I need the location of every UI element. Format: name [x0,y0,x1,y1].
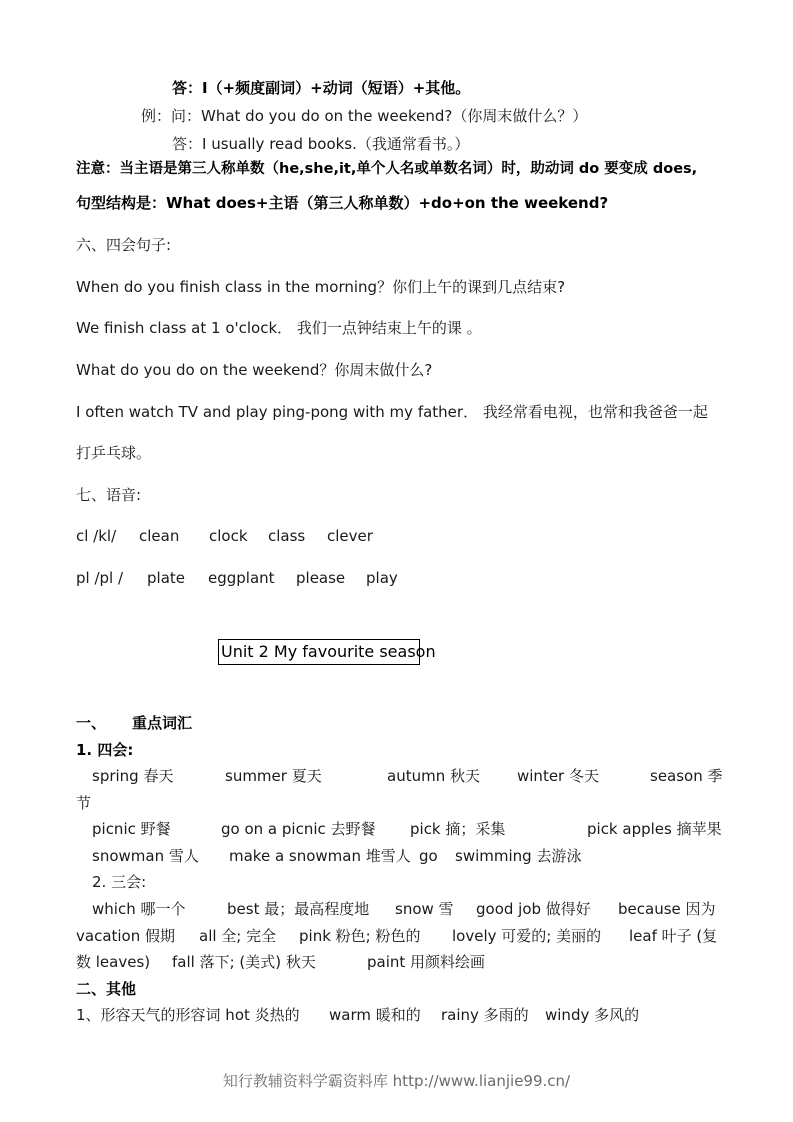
adjective-item: 1、形容天气的形容词 hot 炎热的 [76,1006,300,1024]
adjective-item: warm 暖和的 [329,1006,421,1024]
adjective-item: windy 多风的 [545,1006,640,1024]
vocab-item: best 最；最高程度地 [227,900,370,918]
phonics-sound: cl /kl/ [76,527,117,545]
note-line-2: 句型结构是：What does+主语（第三人称单数）+do+on the weekend? [76,194,609,212]
phonics-word: play [366,569,398,587]
vocab-item: vacation 假期 [76,927,176,945]
vocab-item: picnic 野餐 [92,820,171,838]
sentence-4-wrap: 打乒乓球。 [76,444,152,462]
vocab-item: make a snowman 堆雪人 [229,847,411,865]
footer-watermark: 知行教辅资料学霸资料库 http://www.lianjie99.cn/ [222,1072,571,1090]
note-line-1: 注意：当主语是第三人称单数（he,she,it,单个人名或单数名词）时，助动词 do 要变成 does, [76,161,698,177]
vocab-item: 数 leaves) [76,953,151,971]
vocab-heading-num: 一、 [76,714,107,732]
vocab-item: paint 用颜料绘画 [367,953,486,971]
four-skills-heading: 1. 四会: [76,741,134,759]
phonics-word: clean [139,527,180,545]
vocab-row-2 [0,819,793,839]
sentence-3: What do you do on the weekend？你周末做什么? [76,361,433,379]
vocab-row-1 [0,766,793,786]
vocab-item: because 因为 [618,900,716,918]
vocab-item: pink 粉色; 粉色的 [299,927,421,945]
phonics-word: eggplant [208,569,275,587]
adjective-item: rainy 多雨的 [441,1006,529,1024]
vocab-item: season 季 [650,767,723,785]
vocab-item: winter 冬天 [517,767,599,785]
sentence-1: When do you finish class in the morning？你们上午的课到几点结束? [76,278,566,296]
phonics-row-pl [0,568,793,588]
vocab-item: pick apples 摘苹果 [587,820,722,838]
three-skills-heading: 2. 三会: [92,873,147,891]
example-answer: 答：I usually read books.（我通常看书。） [172,135,470,153]
vocab-item: swimming 去游泳 [455,847,582,865]
unit-title: Unit 2 My favourite season [218,639,420,665]
sentence-4: I often watch TV and play ping-pong with my father． 我经常看电视，也常和我爸爸一起 [76,403,708,421]
vocab-item: go [419,847,438,865]
phonics-word: plate [147,569,185,587]
phonics-word: clock [209,527,248,545]
phonics-word: clever [327,527,373,545]
sentence-2: We finish class at 1 o'clock． 我们一点钟结束上午的课 。 [76,319,482,337]
answer-pattern: 答：I（+频度副词）+动词（短语）+其他。 [172,79,471,97]
section-seven-heading: 七、语音: [76,486,142,504]
vocab-item: which 哪一个 [92,900,186,918]
vocab-row-1-wrap: 节 [76,794,92,812]
vocab-item: lovely 可爱的; 美丽的 [452,927,602,945]
vocab-item: summer 夏天 [225,767,322,785]
vocab-item: spring 春天 [92,767,174,785]
vocab-item: snow 雪 [395,900,454,918]
vocab-item: go on a picnic 去野餐 [221,820,376,838]
vocab-item: good job 做得好 [476,900,591,918]
vocab-heading: 重点词汇 [132,714,193,732]
example-question: 例：问：What do you do on the weekend?（你周末做什么？） [141,107,588,125]
vocab-item: autumn 秋天 [387,767,480,785]
vocab-item: snowman 雪人 [92,847,199,865]
phonics-word: please [296,569,346,587]
vocab-item: fall 落下; (美式) 秋天 [172,953,316,971]
vocab-item: all 全; 完全 [199,927,277,945]
vocab-row-4 [0,899,793,919]
others-line-1 [0,1005,793,1025]
phonics-word: class [268,527,306,545]
phonics-row-cl [0,526,793,546]
vocab-row-5 [0,926,793,946]
others-heading: 二、其他 [76,980,137,998]
vocab-row-3 [0,846,793,866]
phonics-sound: pl /pl / [76,569,124,587]
vocab-row-6 [0,952,793,972]
vocab-item: leaf 叶子 (复 [629,927,718,945]
section-six-heading: 六、四会句子: [76,236,172,254]
vocab-item: pick 摘；采集 [410,820,506,838]
